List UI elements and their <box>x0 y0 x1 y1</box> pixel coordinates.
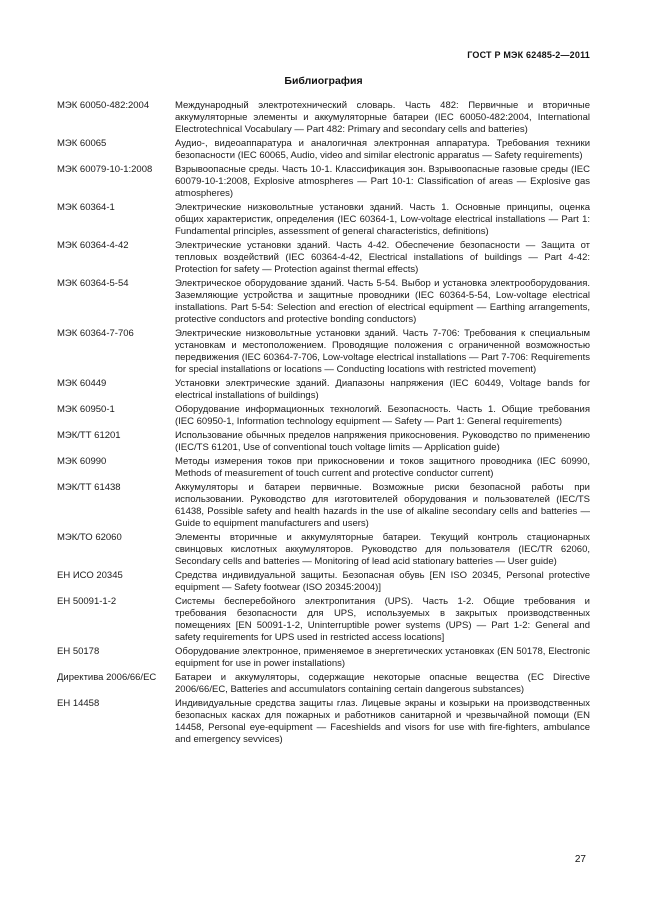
reference-code: ЕН 50178 <box>57 646 100 657</box>
reference-row <box>57 138 590 162</box>
reference-row <box>57 278 590 326</box>
bibliography-list <box>57 100 590 746</box>
reference-text: Использование обычных пределов напряжения прикосновения. Руководство по применению (IEC/TS 61201, Use of conventional touch voltage limits — Application guide) <box>175 430 590 453</box>
reference-row <box>57 456 590 480</box>
reference-row <box>57 646 590 670</box>
reference-text: Индивидуальные средства защиты глаз. Лицевые экраны и козырьки на производственных безопасных касках для пожарных и работников санитарной и чрезвычайной помощи (EN 14458, Personal eye-equipment — Faceshields and visors for use with fire-fighters, ambulance and emergency sevvices) <box>175 698 590 745</box>
reference-code: МЭК/ТТ 61201 <box>57 430 121 441</box>
reference-row <box>57 328 590 376</box>
reference-text: Взрывоопасные среды. Часть 10-1. Классификация зон. Взрывоопасные газовые среды (IEC 60079-10-1:2008, Explosive atmospheres — Part 10-1: Classification of areas — Explosive gas atmospheres) <box>175 164 590 199</box>
reference-row <box>57 482 590 530</box>
reference-code: МЭК/ТО 62060 <box>57 532 122 543</box>
reference-code: МЭК 60950-1 <box>57 404 115 415</box>
reference-text: Электрические установки зданий. Часть 4-42. Обеспечение безопасности — Защита от тепловых воздействий (IEC 60364-4-42, Electrical installations of buildings — Part 4-42: Protection for safety — Protection against thermal effects) <box>175 240 590 275</box>
reference-code: МЭК 60990 <box>57 456 107 467</box>
reference-code: ЕН 14458 <box>57 698 100 709</box>
reference-code: МЭК 60364-7-706 <box>57 328 134 339</box>
reference-code: МЭК 60065 <box>57 138 107 149</box>
reference-row <box>57 378 590 402</box>
page-number: 27 <box>574 854 586 865</box>
reference-code: МЭК/ТТ 61438 <box>57 482 121 493</box>
reference-code: МЭК 60364-5-54 <box>57 278 129 289</box>
reference-row <box>57 596 590 644</box>
reference-row <box>57 202 590 238</box>
reference-text: Аккумуляторы и батареи первичные. Возможные риски безопасной работы при использовании. Руководство для изготовителей оборудования и пользователей (IEC/TS 61438, Possible safety and health hazards in the use of alkaline secondary cells and batteries — Guide to equipment manufacturers and users) <box>175 482 590 529</box>
reference-text: Системы бесперебойного электропитания (UPS). Часть 1-2. Общие требования и требования безопасности для UPS, используемых в закрытых производственных помещениях [EN 50091-1-2, Uninterruptible power systems (UPS) — Part 1-2: General and safety requirements for UPS used in restricted access locations] <box>175 596 590 643</box>
reference-text: Международный электротехнический словарь. Часть 482: Первичные и вторичные аккумуляторные элементы и аккумуляторные батареи (IEC 60050-482:2004, International Electrotechnical Vocabulary — Part 482: Primary and secondary cells and batteries) <box>175 100 590 135</box>
page-title: Библиография <box>284 75 363 87</box>
reference-text: Электрическое оборудование зданий. Часть 5-54. Выбор и установка электрооборудования. Заземляющие устройства и защитные проводники (IEC 60364-5-54, Low-voltage electrical installations. Part 5-54: Selection and erection of electrical equipment — Earthing arrangements, protective conductors and protective bonding conductors) <box>175 278 590 325</box>
reference-row <box>57 100 590 136</box>
reference-text: Элементы вторичные и аккумуляторные батареи. Текущий контроль стационарных свинцовых кислотных аккумуляторов. Руководство для пользователя (IEC/TR 62060, Secondary cells and batteries — Monitoring of lead acid stationary batteries — User guide) <box>175 532 590 567</box>
reference-row <box>57 698 590 746</box>
reference-code: МЭК 60449 <box>57 378 107 389</box>
reference-code: МЭК 60079-10-1:2008 <box>57 164 153 175</box>
reference-row <box>57 404 590 428</box>
reference-code: ЕН ИСО 20345 <box>57 570 123 581</box>
reference-code: МЭК 60364-4-42 <box>57 240 129 251</box>
reference-row <box>57 570 590 594</box>
reference-text: Батареи и аккумуляторы, содержащие некоторые опасные вещества (EC Directive 2006/66/EC, Batteries and accumulators containing certain dangerous substances) <box>175 672 590 695</box>
reference-code: Директива 2006/66/ЕС <box>57 672 157 683</box>
reference-text: Установки электрические зданий. Диапазоны напряжения (IEC 60449, Voltage bands for electrical installations of buildings) <box>175 378 590 401</box>
reference-text: Электрические низковольтные установки зданий. Часть 7-706: Требования к специальным установкам и местоположением. Проводящие положения с ограниченной возможностью передвижения (IEC 60364-7-706, Low-voltage electrical installations — Part 7-706: Requirements for special installations or locations — Conducting locations with restricted movement) <box>175 328 590 375</box>
reference-text: Средства индивидуальной защиты. Безопасная обувь [EN ISO 20345, Personal protective equipment — Safety footwear (ISO 20345:2004)] <box>175 570 590 593</box>
reference-text: Оборудование электронное, применяемое в энергетических установках (EN 50178, Electronic equipment for use in power installations) <box>175 646 590 669</box>
reference-row <box>57 430 590 454</box>
reference-text: Оборудование информационных технологий. Безопасность. Часть 1. Общие требования (IEC 60950-1, Information technology equipment — Safety — Part 1: General requirements) <box>175 404 590 427</box>
reference-row <box>57 240 590 276</box>
reference-text: Аудио-, видеоаппаратура и аналогичная электронная аппаратура. Требования техники безопасности (IEC 60065, Audio, video and similar electronic apparatus — Safety requirements) <box>175 138 590 161</box>
reference-text: Электрические низковольтные установки зданий. Часть 1. Основные принципы, оценка общих характеристик, определения (IEC 60364-1, Low-voltage electrical installations — Part 1: Fundamental principles, assessment of general characteristics, definitions) <box>175 202 590 237</box>
reference-row <box>57 672 590 696</box>
reference-row <box>57 164 590 200</box>
reference-row <box>57 532 590 568</box>
document-standard-number: ГОСТ Р МЭК 62485-2—2011 <box>467 50 590 60</box>
reference-code: МЭК 60364-1 <box>57 202 115 213</box>
reference-text: Методы измерения токов при прикосновении и токов защитного проводника (IEC 60990, Methods of measurement of touch current and protective conductor current) <box>175 456 590 479</box>
reference-code: МЭК 60050-482:2004 <box>57 100 150 111</box>
reference-code: ЕН 50091-1-2 <box>57 596 117 607</box>
